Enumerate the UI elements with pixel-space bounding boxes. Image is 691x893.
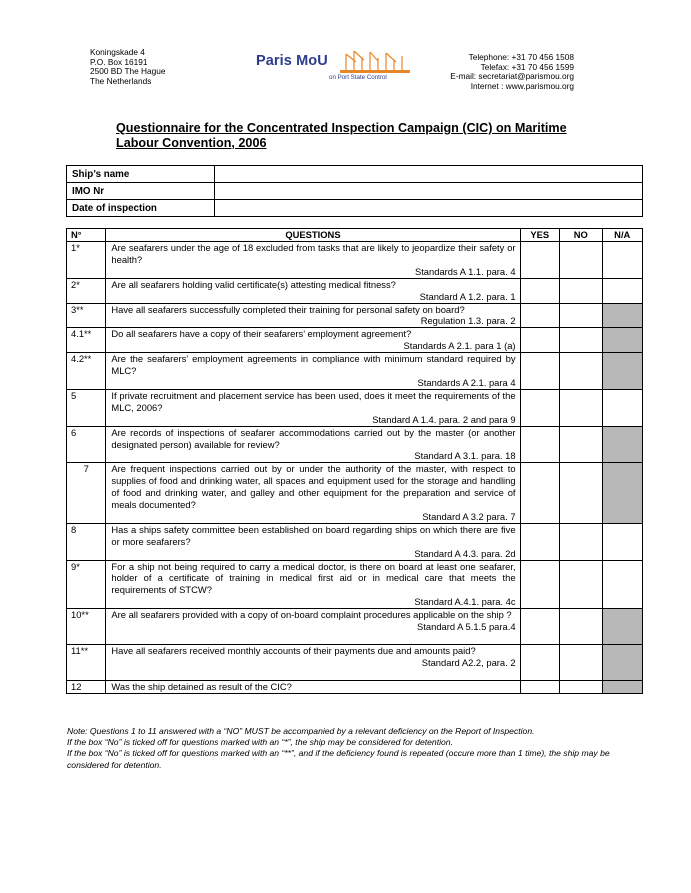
no-checkbox-cell[interactable] <box>559 426 602 463</box>
address-line: 2500 BD The Hague <box>90 66 166 77</box>
question-number: 5 <box>67 389 106 426</box>
address-line: Koningskade 4 <box>90 47 145 57</box>
na-checkbox-cell[interactable] <box>602 242 642 279</box>
question-number: 7 <box>67 463 106 524</box>
no-checkbox-cell[interactable] <box>559 353 602 390</box>
question-text: Are frequent inspections carried out by or under the authority of the master, with respect to supplies of food and drinking water, all spaces and equipment used for the storage and handling of food and drinking water, and galley and other equipment for the preparation and service of meals documented? <box>111 463 516 511</box>
na-checkbox-cell[interactable] <box>602 278 642 303</box>
no-header: NO <box>559 229 602 242</box>
question-row <box>67 353 643 390</box>
ship-name-field[interactable] <box>215 166 643 183</box>
question-row <box>67 609 643 645</box>
ship-info-table <box>66 165 643 217</box>
contact-line: E-mail: secretariat@parismou.org <box>450 71 574 82</box>
yes-checkbox-cell[interactable] <box>520 463 559 524</box>
no-checkbox-cell[interactable] <box>559 463 602 524</box>
question-cell <box>106 353 520 390</box>
questions-body <box>67 242 643 694</box>
question-text: Are all seafarers holding valid certificate(s) attesting medical fitness? <box>111 278 396 290</box>
yes-checkbox-cell[interactable] <box>520 609 559 645</box>
question-number: 4.1** <box>67 328 106 353</box>
na-checkbox-cell[interactable] <box>602 523 642 560</box>
question-reference: Standard A.4.1. para. 4c <box>414 596 516 608</box>
question-text: Are all seafarers provided with a copy of on-board complaint procedures applicable on the ship ? <box>111 609 512 621</box>
imo-nr-field[interactable] <box>215 183 643 200</box>
na-checkbox-cell[interactable] <box>602 560 642 609</box>
question-number: 9* <box>67 560 106 609</box>
contact-line: Telephone: +31 70 456 1508 <box>468 52 574 62</box>
yes-checkbox-cell[interactable] <box>520 242 559 279</box>
question-reference: Standards A 1.1. para. 4 <box>414 265 516 277</box>
question-text: Are seafarers under the age of 18 excluded from tasks that are likely to jeopardize their safety or health? <box>111 242 516 265</box>
yes-header: YES <box>520 229 559 242</box>
question-row <box>67 463 643 524</box>
note-line: If the box “No” is ticked off for questions marked with an “*”, the ship may be considered for detention. <box>67 737 453 748</box>
note-line: If the box “No” is ticked off for questions marked with an “**”, and if the deficiency found is repeated (occure more than 1 time), the ship may be considered for detention. <box>67 748 610 770</box>
contact-line: Telefax: +31 70 456 1599 <box>480 61 574 72</box>
na-checkbox-cell[interactable] <box>602 303 642 328</box>
question-row <box>67 681 643 694</box>
yes-checkbox-cell[interactable] <box>520 523 559 560</box>
question-reference: Standards A 2.1. para 4 <box>417 376 516 388</box>
page-header <box>0 48 691 98</box>
question-cell <box>106 645 520 681</box>
question-number: 3** <box>67 303 106 328</box>
yes-checkbox-cell[interactable] <box>520 426 559 463</box>
question-row <box>67 426 643 463</box>
question-reference: Standard A 3.1. para. 18 <box>414 450 516 462</box>
no-checkbox-cell[interactable] <box>559 389 602 426</box>
question-number: 12 <box>67 681 106 694</box>
question-cell <box>106 681 520 694</box>
questions-header: QUESTIONS <box>106 229 520 242</box>
question-row <box>67 389 643 426</box>
logo-tagline: on Port State Control <box>329 74 387 81</box>
question-row <box>67 278 643 303</box>
no-checkbox-cell[interactable] <box>559 278 602 303</box>
no-checkbox-cell[interactable] <box>559 681 602 694</box>
question-reference: Regulation 1.3. para. 2 <box>420 315 516 327</box>
na-checkbox-cell[interactable] <box>602 609 642 645</box>
contact-line: Internet : www.parismou.org <box>470 80 574 91</box>
question-row <box>67 523 643 560</box>
question-text: Have all seafarers received monthly accounts of their payments due and amounts paid? <box>111 645 476 657</box>
inspection-date-field[interactable] <box>215 200 643 217</box>
ship-info-row <box>67 200 643 217</box>
ship-name-label: Ship’s name <box>67 166 215 183</box>
question-cell <box>106 389 520 426</box>
question-reference: Standards A 2.1. para 1 (a) <box>403 340 516 352</box>
ship-info-row <box>67 183 643 200</box>
notes-block <box>67 726 647 771</box>
question-reference: Standard A 1.4. para. 2 and para 9 <box>372 413 516 425</box>
question-text: Has a ships safety committee been established on board regarding ships on which there are five or more seafarers? <box>111 523 516 547</box>
yes-checkbox-cell[interactable] <box>520 681 559 694</box>
question-number: 8 <box>67 523 106 560</box>
contact-block <box>450 53 574 91</box>
question-number: 11** <box>67 645 106 681</box>
question-text: Have all seafarers successfully completed their training for personal safety on board? <box>111 303 465 315</box>
number-header: N° <box>67 229 106 242</box>
question-text: If private recruitment and placement service has been used, does it meet the requirements of the MLC, 2006? <box>111 389 516 413</box>
question-cell <box>106 523 520 560</box>
questions-header-row <box>67 229 643 242</box>
question-text: Are records of inspections of seafarer accommodations carried out by the master (or another designated person) available for review? <box>111 426 516 450</box>
na-checkbox-cell[interactable] <box>602 681 642 694</box>
question-number: 10** <box>67 609 106 645</box>
inspection-date-label: Date of inspection <box>67 200 215 217</box>
yes-checkbox-cell[interactable] <box>520 353 559 390</box>
paris-mou-logo <box>256 48 406 84</box>
question-cell <box>106 242 520 279</box>
na-checkbox-cell[interactable] <box>602 353 642 390</box>
na-checkbox-cell[interactable] <box>602 328 642 353</box>
no-checkbox-cell[interactable] <box>559 609 602 645</box>
question-cell <box>106 609 520 645</box>
question-number: 6 <box>67 426 106 463</box>
question-row <box>67 242 643 279</box>
ship-info-row <box>67 166 643 183</box>
logo-name: Paris MoU <box>256 53 328 69</box>
no-checkbox-cell[interactable] <box>559 523 602 560</box>
na-checkbox-cell[interactable] <box>602 426 642 463</box>
address-block <box>90 48 166 86</box>
question-row <box>67 303 643 328</box>
no-checkbox-cell[interactable] <box>559 303 602 328</box>
note-line: Note: Questions 1 to 11 answered with a “NO” MUST be accompanied by a relevant deficiency on the Report of Inspection. <box>67 726 535 736</box>
na-checkbox-cell[interactable] <box>602 389 642 426</box>
na-checkbox-cell[interactable] <box>602 645 642 681</box>
question-number: 1* <box>67 242 106 279</box>
yes-checkbox-cell[interactable] <box>520 560 559 609</box>
yes-checkbox-cell[interactable] <box>520 303 559 328</box>
na-checkbox-cell[interactable] <box>602 463 642 524</box>
question-reference: Standard A 3.2 para. 7 <box>422 510 516 522</box>
question-cell <box>106 328 520 353</box>
na-header: N/A <box>602 229 642 242</box>
question-cell <box>106 278 520 303</box>
no-checkbox-cell[interactable] <box>559 560 602 609</box>
yes-checkbox-cell[interactable] <box>520 645 559 681</box>
ship-cranes-icon <box>340 48 410 75</box>
question-reference: Standard A2.2, para. 2 <box>421 657 516 669</box>
question-cell <box>106 303 520 328</box>
question-cell <box>106 560 520 609</box>
question-text: For a ship not being required to carry a medical doctor, is there on board at least one seafarer, holder of a certificate of training in medical first aid or in medical care that meets the requirements of STCW? <box>111 560 516 596</box>
question-cell <box>106 426 520 463</box>
question-text: Was the ship detained as result of the CIC? <box>111 681 292 693</box>
imo-nr-label: IMO Nr <box>67 183 215 200</box>
question-row <box>67 645 643 681</box>
no-checkbox-cell[interactable] <box>559 645 602 681</box>
question-cell <box>106 463 520 524</box>
question-number: 2* <box>67 278 106 303</box>
question-row <box>67 560 643 609</box>
questions-table <box>66 228 643 694</box>
question-reference: Standard A 5.1.5 para.4 <box>417 621 516 633</box>
yes-checkbox-cell[interactable] <box>520 278 559 303</box>
question-row <box>67 328 643 353</box>
no-checkbox-cell[interactable] <box>559 242 602 279</box>
question-reference: Standard A 1.2. para. 1 <box>419 290 516 302</box>
address-line: P.O. Box 16191 <box>90 56 148 67</box>
question-text: Do all seafarers have a copy of their seafarers’ employment agreement? <box>111 328 412 340</box>
no-checkbox-cell[interactable] <box>559 328 602 353</box>
question-reference: Standard A 4.3. para. 2d <box>414 547 516 559</box>
question-number: 4.2** <box>67 353 106 390</box>
page-title: Questionnaire for the Concentrated Inspection Campaign (CIC) on Maritime Labour Convention, 2006 <box>116 121 567 150</box>
yes-checkbox-cell[interactable] <box>520 328 559 353</box>
yes-checkbox-cell[interactable] <box>520 389 559 426</box>
address-line: The Netherlands <box>90 75 152 86</box>
question-text: Are the seafarers’ employment agreements in compliance with minimum standard required by MLC? <box>111 353 516 377</box>
